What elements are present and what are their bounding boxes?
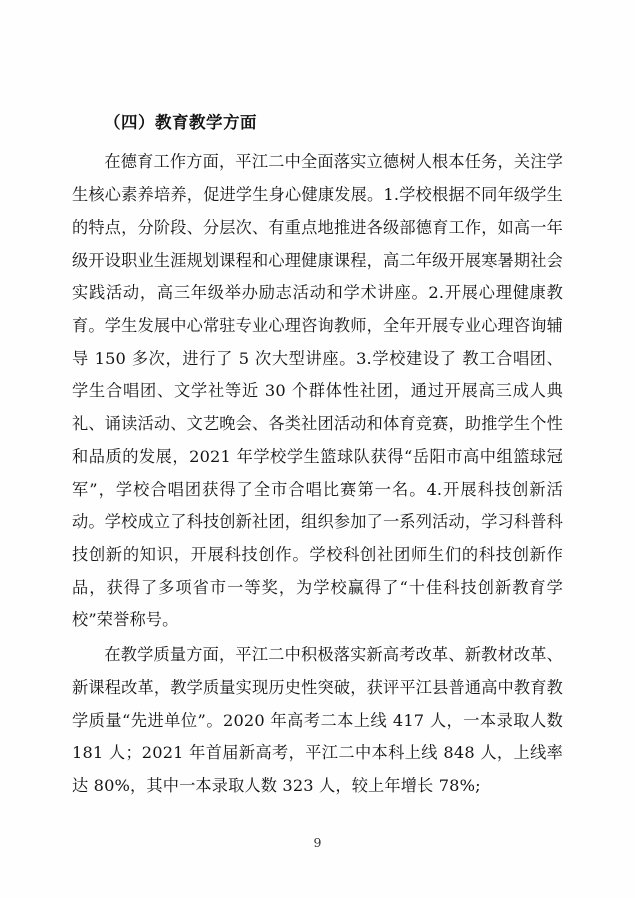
body-paragraph-1: 在德育工作方面，平江二中全面落实立德树人根本任务，关注学生核心素养培养，促进学生身心健康发展。1.学校根据不同年级学生的特点，分阶段、分层次、有重点地推进各级部德育工作，如高一年级开设职业生涯规划课程和心理健康课程，高二年级开展寒暑期社会实践活动，高三年级举办励志活动和学术讲座。2.开展心理健康教育。学生发展中心常驻专业心理咨询教师，全年开展专业心理咨询辅导 150 多次，进行了 5 次大型讲座。3.学校建设了 教工合唱团、学生合唱团、文学社等近 30 个群体性社团，通过开展高三成人典礼、诵读活动、文艺晚会、各类社团活动和体育竞赛，助推学生个性和品质的发展，2021 年学校学生篮球队获得“岳阳市高中组篮球冠军”，学校合唱团获得了全市合唱比赛第一名。4.开展科技创新活动。学校成立了科技创新社团，组织参加了一系列活动，学习科普科技创新的知识，开展科技创作。学校科创社团师生们的科技创新作品，获得了多项省市一等奖，为学校赢得了“十佳科技创新教育学校”荣誉称号。 xyxy=(72,152,563,630)
body-paragraph-2: 在教学质量方面，平江二中积极落实新高考改革、新教材改革、新课程改革，教学质量实现历史性突破，获评平江县普通高中教育教学质量“先进单位”。2020 年高考二本上线 417 人，一本录取人数 181 人；2021 年首届新高考，平江二中本科上线 848 人，上线率达 80%，其中一本录取人数 323 人，较上年增长 78%; xyxy=(72,645,563,796)
section-heading: （四）教育教学方面 xyxy=(104,113,257,132)
page-number: 9 xyxy=(313,835,322,850)
